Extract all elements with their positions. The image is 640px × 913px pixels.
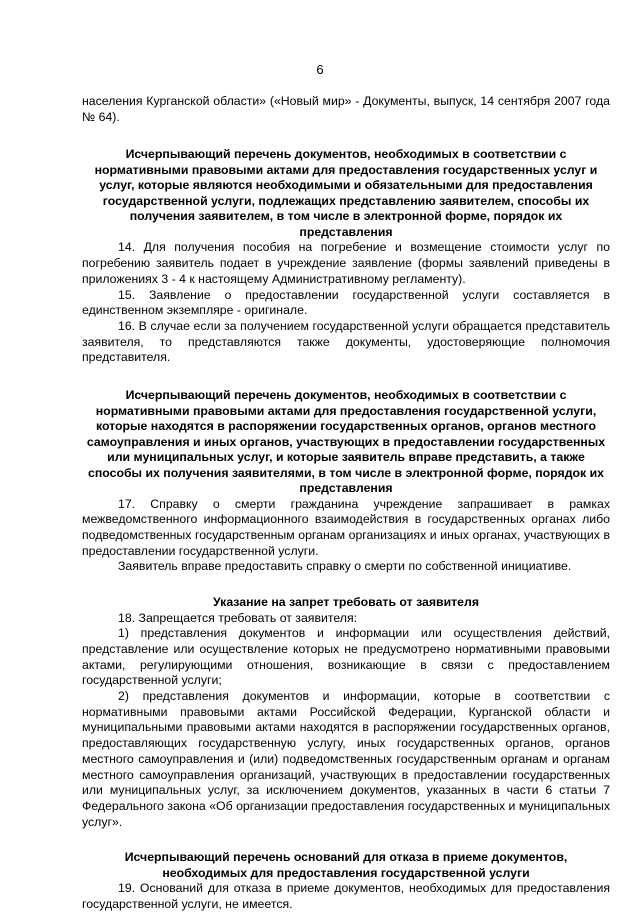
paragraph-19: 19. Оснований для отказа в приеме документов, необходимых для предоставления государственной услуги, не имеется. (82, 881, 610, 912)
paragraph-16: 16. В случае если за получением государственной услуги обращается представитель заявителя, то представляются также документы, удостоверяющие полномочия представителя. (82, 318, 610, 365)
paragraph-18: 18. Запрещается требовать от заявителя: (118, 610, 358, 625)
section-heading-prohibition: Указание на запрет требовать от заявителя (212, 595, 479, 610)
paragraph-14: 14. Для получения пособия на погребение и возмещение стоимости услуг по погребению заявитель подает в учреждение заявление (формы заявлений приведены в приложениях 3 - 4 к настоящему Административному регламенту). (82, 240, 610, 286)
spacer (82, 575, 610, 595)
section-heading-documents-required: Исчерпывающий перечень документов, необходимых в соответствии с нормативными правовыми актами для предоставления государственных услуг и услуг, которые являются необходимыми и обязательными для предоставления государственной услуги, подлежащих представлению заявителем, способы их получения заявителем, в том числе в электронной форме, порядок их представления (94, 147, 598, 239)
spacer (82, 125, 610, 147)
intro-paragraph: населения Курганской области» («Новый мир» - Документы, выпуск, 14 сентября 2007 года № 64). (82, 94, 610, 124)
page-number: 6 (316, 62, 324, 77)
paragraph-17-applicant-right: Заявитель вправе предоставить справку о смерти по собственной инициативе. (118, 559, 572, 574)
paragraph-17: 17. Справку о смерти гражданина учреждение запрашивает в рамках межведомственного информационного взаимодействия в государственных органах либо подведомственных государственным органам организациях и иных органах, участвующих в предоставлении государственной услуги. (82, 496, 610, 558)
section-heading-documents-interagency: Исчерпывающий перечень документов, необходимых в соответствии с нормативными правовыми актами для предоставления государственной услуги, которые находятся в распоряжении государственных органов, органов местного самоуправления и иных органов, участвующих в предоставлении государственных или муниципальных услуг, и которые заявитель вправе представить, а также способы их получения заявителями, в том числе в электронной форме, порядок их представления (86, 388, 606, 496)
document-body (82, 94, 610, 913)
spacer (82, 366, 610, 388)
paragraph-15: 15. Заявление о предоставлении государственной услуги составляется в единственном экземпляре - оригинале. (82, 287, 610, 318)
spacer (82, 830, 610, 850)
paragraph-18-item-1: 1) представления документов и информации или осуществления действий, представление или осуществление которых не предусмотрено нормативными правовыми актами, регулирующими отношения, возникающие в связи с предоставлением государственной услуги; (82, 626, 610, 688)
paragraph-18-item-2: 2) представления документов и информации, которые в соответствии с нормативными правовыми актами Российской Федерации, Курганской области и муниципальными правовыми актами находятся в распоряжении государственных органов, предоставляющих государственную услугу, иных государственных органов, органов местного самоуправления и (или) подведомственных государственным органам и органам местного самоуправления организаций, участвующих в предоставлении государственных или муниципальных услуг, за исключением документов, указанных в части 6 статьи 7 Федерального закона «Об организации предоставления государственных и муниципальных услуг». (82, 689, 610, 829)
section-heading-refusal-grounds: Исчерпывающий перечень оснований для отказа в приеме документов, необходимых для предоставления государственной услуги (124, 850, 568, 880)
